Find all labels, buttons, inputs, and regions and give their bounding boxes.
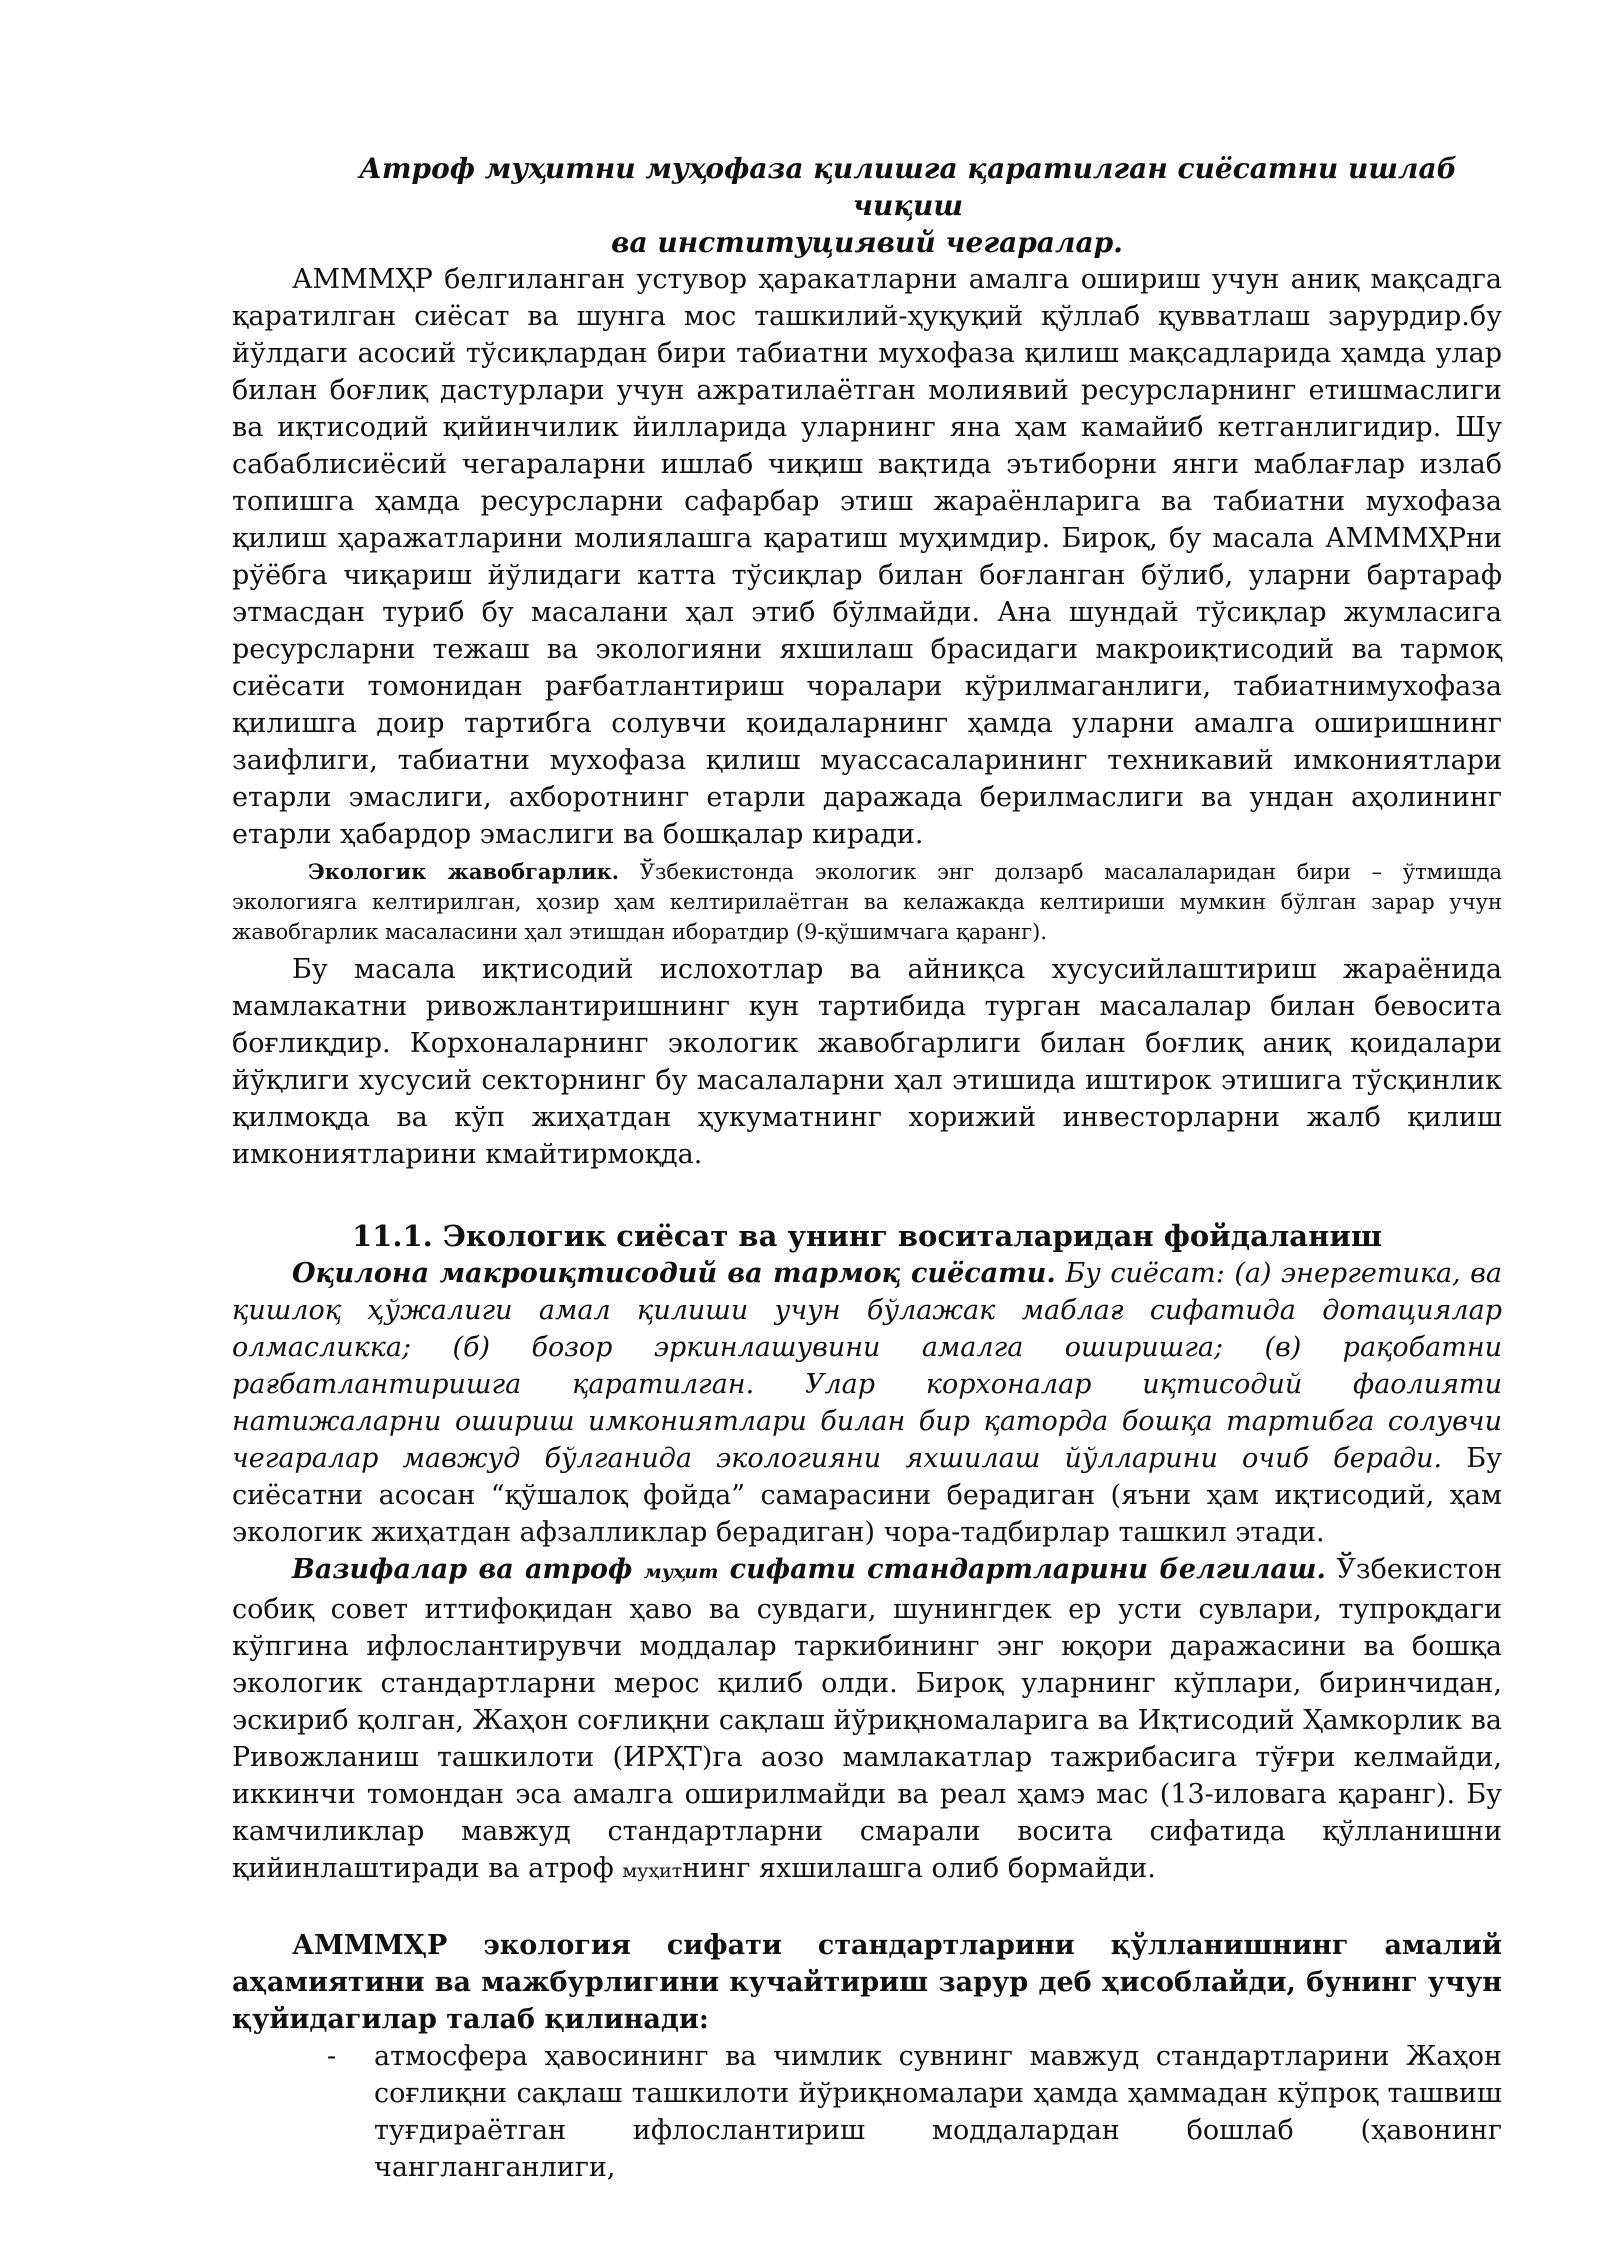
- paragraph-intro: АМММҲР белгиланган устувор ҳаракатларни амалга ошириш учун аниқ мақсадга қаратилган сиёсат ва шунга мос ташкилий-ҳуқуқий қўллаб қувватлаш зарурдир.бу йўлдаги асосий тўсиқлардан бири табиатни мухофаза қилиш мақсадларида ҳамда улар билан боғлиқ дастурлари учун ажратилаётган молиявий ресурсларнинг етишмаслиги ва иқтисодий қийинчилик йилларида уларнинг яна ҳам камайиб кетганлигидир. Шу сабаблисиёсий чегараларни ишлаб чиқиш вақтида эътиборни янги маблағлар излаб топишга ҳамда ресурсларни сафарбар этиш жараёнларига ва табиатни мухофаза қилиш ҳаражатларини молиялашга қаратиш муҳимдир. Бироқ, бу масала АМММҲРни рўёбга чиқариш йўлидаги катта тўсиқлар билан боғланган бўлиб, уларни бартараф этмасдан туриб бу масалани ҳал этиб бўлмайди. Ана шундай тўсиқлар жумласига ресурсларни тежаш ва экологияни яхшилаш брасидаги макроиқтисодий ва тармоқ сиёсати томонидан рағбатлантириш чоралари кўрилмаганлиги, табиатнимухофаза қилишга доир тартибга солувчи қоидаларнинг ҳамда уларни амалга оширишнинг заифлиги, табиатни мухофаза қилиш муассасаларининг техникавий имкониятлари етарли эмаслиги, ахборотнинг етарли даражада берилмаслиги ва ундан аҳолининг етарли ҳабардор эмаслиги ва бошқалар киради.: [232, 264, 1502, 850]
- standards-heading: Вазифалар ва атроф муҳит сифати стандартларини белгилаш.: [292, 1554, 1326, 1585]
- paragraph-ecological-responsibility: [232, 857, 1502, 947]
- document-title: [232, 150, 1502, 261]
- paragraph-macro-policy: [232, 1255, 1502, 1551]
- list-item: [232, 2038, 1502, 2186]
- macro-policy-text: Бу сиёсатни асосан “қўшалоқ фойда” самарасини берадиган (яъни ҳам иқтисодий, ҳам экологик жиҳатдан афзалликлар берадиган) чора-тадбирлар ташкил этади.: [232, 1443, 1503, 1548]
- section-heading: 11.1. Экологик сиёсат ва унинг воситаларидан фойдаланиш: [352, 1219, 1382, 1253]
- document-page: [232, 150, 1502, 2186]
- ecological-responsibility-text: Ўзбекистонда экологик энг долзарб масалаларидан бири – ўтмишда экологияга келтирилган, ҳозир ҳам келтирилаётган ва келажакда келтириши мумкин бўлган зарар учун жавобгарлик масаласини ҳал этишдан иборатдир (9-қўшимчага қаранг).: [232, 860, 1502, 944]
- paragraph-reforms: Бу масала иқтисодий ислохотлар ва айниқса хусусийлаштириш жараёнида мамлакатни ривожлантиришнинг кун тартибида турган масалалар билан бевосита боғлиқдир. Корхоналарнинг экологик жавобгарлиги билан боғлиқ аниқ қоидалари йўқлиги хусусий секторнинг бу масалаларни ҳал этишида иштирок этишига тўсқинлик қилмоқда ва кўп жиҳатдан ҳукуматнинг хорижий инвесторларни жалб қилиш имкониятларини кмайтирмоқда.: [232, 954, 1502, 1170]
- bullet-dash: -: [327, 2041, 337, 2072]
- macro-policy-heading: Оқилона макроиқтисодий ва тармоқ сиёсати.: [292, 1258, 1056, 1289]
- paragraph-standards: Вазифалар ва атроф муҳит сифати стандартларини белгилаш. Ўзбекистон собиқ совет иттифоқидан ҳаво ва сувдаги, шунингдек ер усти сувлари, тупроқдаги кўпгина ифлослантирувчи моддалар таркибининг энг юқори даражасини ва бошқа экологик стандартларни мерос қилиб олди. Бироқ уларнинг кўплари, биринчидан, эскириб қолган, Жаҳон соғлиқни сақлаш йўриқномаларига ва Иқтисодий Ҳамкорлик ва Ривожланиш ташкилоти (ИРҲТ)га аозо мамлакатлар тажрибасига тўғри келмайди, иккинчи томондан эса амалга оширилмайди ва реал ҳамэ мас (13-иловага қаранг). Бу камчиликлар мавжуд стандартларни смарали восита сифатида қўлланишни қийинлаштиради ва атроф муҳитнинг яхшилашга олиб бормайди.: [232, 1554, 1503, 1884]
- title-line-2: ва институциявий чегаралар.: [611, 226, 1123, 259]
- macro-policy-italic-text: Бу сиёсат: (а) энергетика, ва қишлоқ ҳўжалиги амал қилиши учун бўлажак маблағ сифатида дотациялар олмасликка; (б) бозор эркинлашувини амалга оширишга; (в) рақобатни рағбатлантиришга қаратилган. Улар корхоналар иқтисодий фаолияти натижаларни ошириш имкониятлари билан бир қаторда бошқа тартибга солувчи чегаралар мавжуд бўлганида экологияни яхшилаш йўлларини очиб беради.: [232, 1258, 1502, 1474]
- paragraph-requirements: АМММҲР экология сифати стандартларини қўлланишнинг амалий аҳамиятини ва мажбурлигини кучайтириш зарур деб ҳисоблайди, бунинг учун қуйидагилар талаб қилинади:: [232, 1930, 1502, 2035]
- standards-text: Ўзбекистон собиқ совет иттифоқидан ҳаво ва сувдаги, шунингдек ер усти сувлари, тупроқдаги кўпгина ифлослантирувчи моддалар таркибининг энг юқори даражасини ва бошқа экологик стандартларни мерос қилиб олди. Бироқ уларнинг кўплари, биринчидан, эскириб қолган, Жаҳон соғлиқни сақлаш йўриқномаларига ва Иқтисодий Ҳамкорлик ва Ривожланиш ташкилоти (ИРҲТ)га аозо мамлакатлар тажрибасига тўғри келмайди, иккинчи томондан эса амалга оширилмайди ва реал ҳамэ мас (13-иловага қаранг). Бу камчиликлар мавжуд стандартларни смарали восита сифатида қўлланишни қийинлаштиради ва атроф: [232, 1554, 1503, 1884]
- ecological-responsibility-heading: Экологик жавобгарлик.: [308, 859, 620, 884]
- title-line-1: Атроф муҳитни муҳофаза қилишга қаратилган сиёсатни ишлаб чиқиш: [359, 152, 1457, 222]
- list-item-text: атмосфера ҳавосининг ва чимлик сувнинг мавжуд стандартларини Жаҳон соғлиқни сақлаш ташкилоти йўриқномалари ҳамда ҳаммадан кўпроқ ташвиш туғдираётган ифлослантириш моддалардан бошлаб (ҳавонинг чангланганлиги,: [374, 2041, 1502, 2183]
